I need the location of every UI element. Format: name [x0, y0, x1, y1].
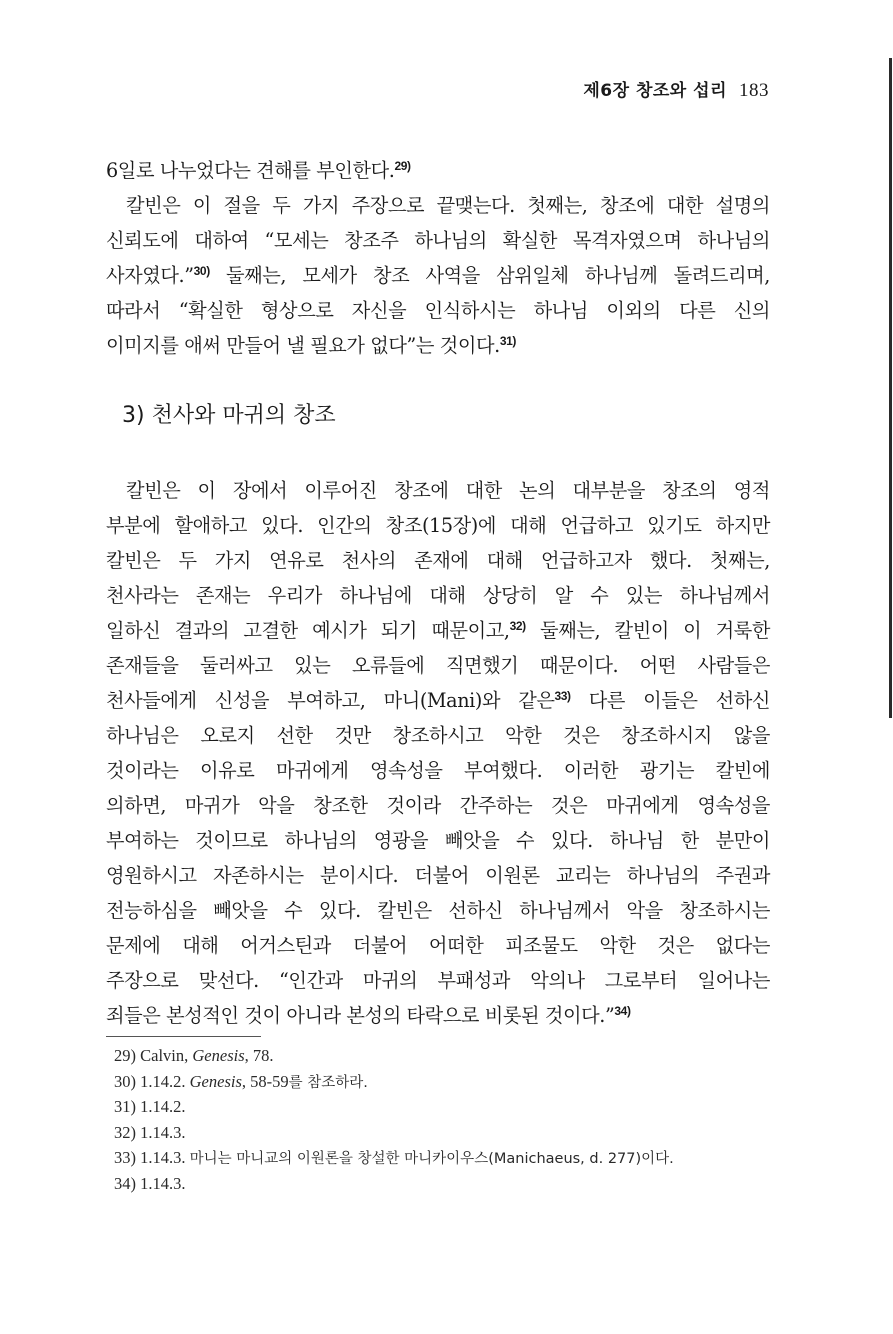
footnote-list	[114, 1044, 774, 1197]
section-heading: 3) 천사와 마귀의 창조	[122, 403, 336, 428]
text-line: 전능하심을 빼앗을 수 있다. 칼빈은 선하신 하나님께서 악을 창조하시는	[106, 899, 770, 922]
footnote: 31) 1.14.2.	[114, 1097, 186, 1116]
text-line: 신뢰도에 대하여 “모세는 창조주 하나님의 확실한 목격자였으며 하나님의	[106, 229, 770, 252]
text-line: 부분에 할애하고 있다. 인간의 창조(15장)에 대해 언급하고 있기도 하지만	[106, 514, 770, 537]
text-line: 6일로 나누었다는 견해를 부인한다.$^{29)}$	[106, 159, 411, 182]
footnote: 32) 1.14.3.	[114, 1122, 186, 1142]
footnote: 33) 1.14.3. 마니는 마니교의 이원론을 창설한 마니카이우스(Manichaeus, d. 277)이다.	[114, 1148, 674, 1167]
text-line: 천사들에게 신성을 부여하고, 마니(Mani)와 같은$^{33)}$ 다른 이들은 선하신	[106, 689, 770, 712]
footnote-ref: 30)	[193, 264, 210, 278]
footnote-ref: 31)	[499, 334, 517, 348]
text-line: 존재들을 둘러싸고 있는 오류들에 직면했기 때문이다. 어떤 사람들은	[106, 654, 770, 677]
footnote-ref: 33)	[554, 689, 571, 703]
footnote: 34) 1.14.3.	[114, 1173, 186, 1193]
paragraph-1	[106, 153, 770, 363]
footnote: 30) 1.14.2. Genesis, 58-59를 참조하라.	[114, 1071, 368, 1091]
text-line: 문제에 대해 어거스틴과 더불어 어떠한 피조물도 악한 것은 없다는	[106, 934, 770, 957]
text-line: 하나님은 오로지 선한 것만 창조하시고 악한 것은 창조하시지 않을	[106, 724, 770, 747]
footnote-ref: 29)	[394, 159, 411, 173]
footnote: 29) Calvin, Genesis, 78.	[114, 1046, 274, 1065]
page-number: 183	[739, 80, 769, 101]
chapter-title: 제6장 창조와 섭리	[583, 81, 727, 101]
running-header	[583, 76, 769, 102]
paragraph-2	[106, 473, 770, 1033]
text-line: 칼빈은 이 절을 두 가지 주장으로 끝맺는다. 첫째는, 창조에 대한 설명의	[126, 194, 770, 217]
text-line: 죄들은 본성적인 것이 아니라 본성의 타락으로 비롯된 것이다.”$^{34)}$	[106, 1004, 631, 1027]
text-line: 영원하시고 자존하시는 분이시다. 더불어 이원론 교리는 하나님의 주권과	[106, 864, 770, 887]
text-line: 주장으로 맞선다. “인간과 마귀의 부패성과 악의나 그로부터 일어나는	[106, 969, 770, 992]
text-line: 사자였다.”$^{30)}$ 둘째는, 모세가 창조 사역을 삼위일체 하나님께 돌려드리며,	[106, 264, 770, 287]
text-line: 칼빈은 이 장에서 이루어진 창조에 대한 논의 대부분을 창조의 영적	[126, 479, 770, 502]
footnote-ref: 34)	[614, 1004, 631, 1018]
page-edge-rule	[889, 58, 892, 718]
text-line: 의하면, 마귀가 악을 창조한 것이라 간주하는 것은 마귀에게 영속성을	[106, 794, 770, 817]
text-line: 따라서 “확실한 형상으로 자신을 인식하시는 하나님 이외의 다른 신의	[106, 299, 770, 322]
text-line: 부여하는 것이므로 하나님의 영광을 빼앗을 수 있다. 하나님 한 분만이	[106, 829, 770, 852]
footnote-ref: 32)	[509, 619, 526, 633]
footnote-divider	[106, 1036, 261, 1037]
text-line: 이미지를 애써 만들어 낼 필요가 없다”는 것이다.$^{31)}$	[106, 334, 517, 357]
text-line: 것이라는 이유로 마귀에게 영속성을 부여했다. 이러한 광기는 칼빈에	[106, 759, 770, 782]
text-line: 천사라는 존재는 우리가 하나님에 대해 상당히 알 수 있는 하나님께서	[106, 584, 770, 607]
text-line: 칼빈은 두 가지 연유로 천사의 존재에 대해 언급하고자 했다. 첫째는,	[106, 549, 770, 572]
text-line: 일하신 결과의 고결한 예시가 되기 때문이고,$^{32)}$ 둘째는, 칼빈이 이 거룩한	[106, 619, 770, 642]
